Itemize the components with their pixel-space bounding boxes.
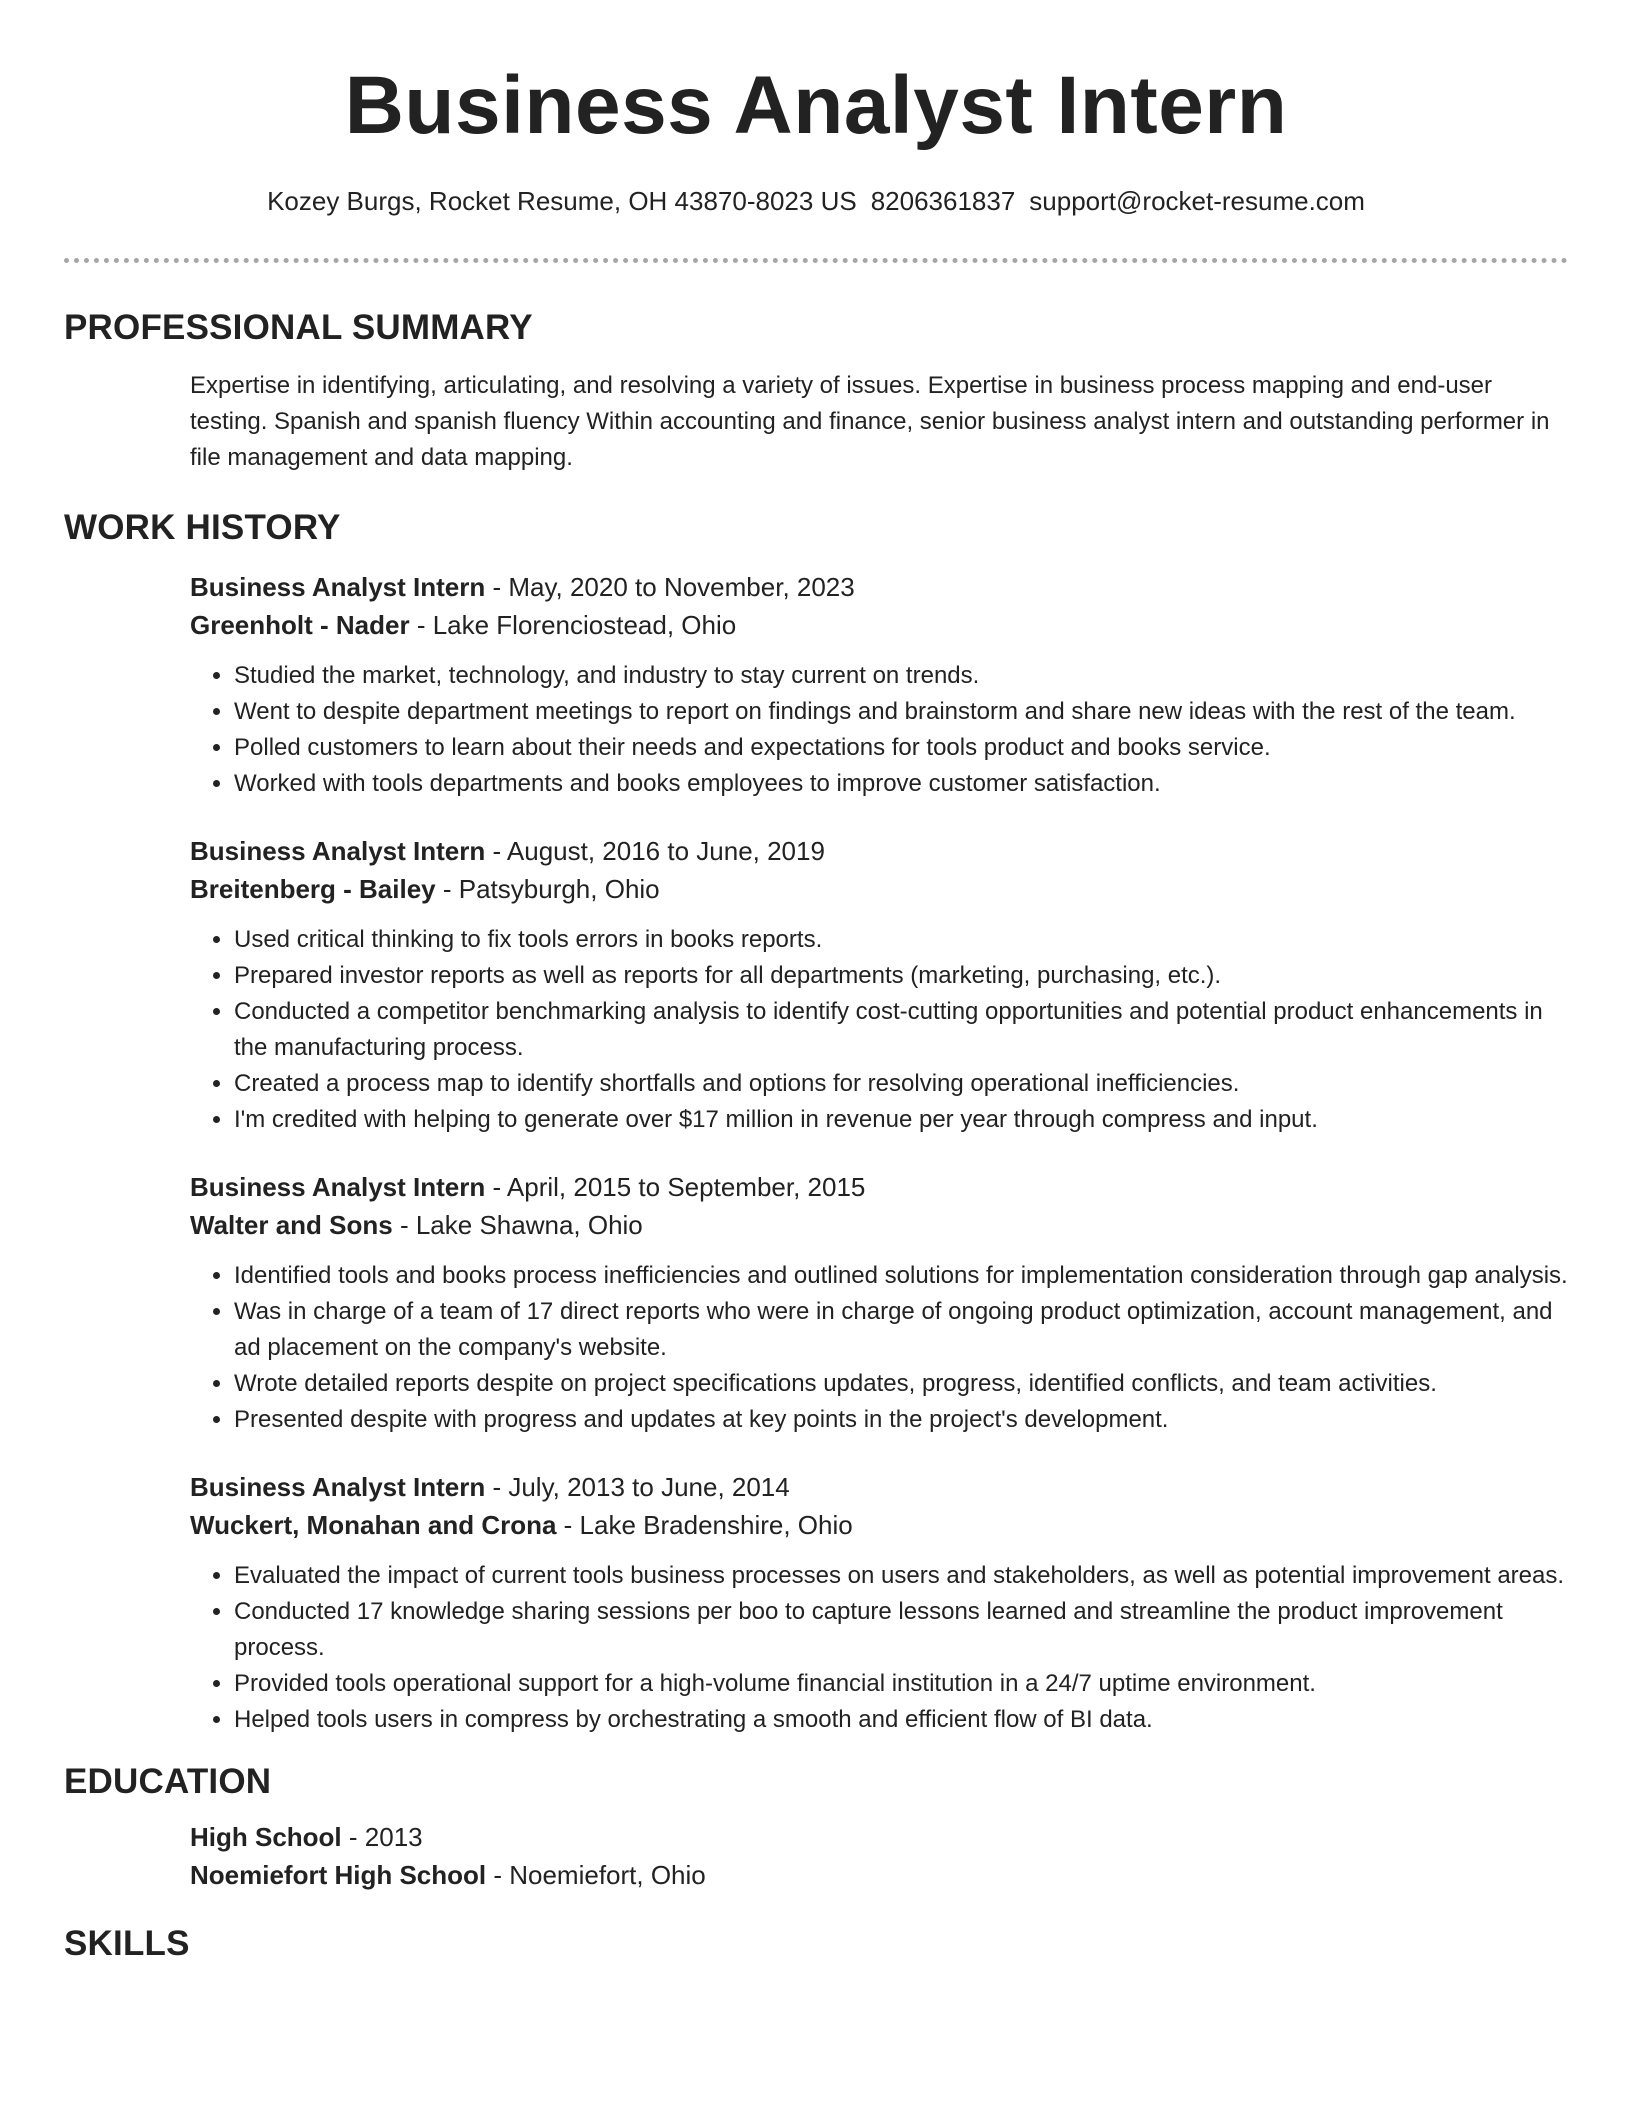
job-title-line xyxy=(190,1468,1568,1506)
summary-heading: PROFESSIONAL SUMMARY xyxy=(64,308,533,347)
job-location: - Lake Shawna, Ohio xyxy=(392,1210,643,1240)
job-title: Business Analyst Intern xyxy=(190,1172,486,1202)
job-location: - Lake Bradenshire, Ohio xyxy=(556,1510,853,1540)
education-school: Noemiefort High School xyxy=(190,1860,487,1890)
job-company: Walter and Sons xyxy=(190,1210,393,1240)
education-degree-line xyxy=(190,1818,1568,1856)
job-title: Business Analyst Intern xyxy=(190,572,486,602)
job-bullet: • Wrote detailed reports despite on project specifications updates, progress, identified conflicts, and team activities. xyxy=(234,1366,1568,1402)
job-title-line xyxy=(190,568,1568,606)
job-bullet: • Evaluated the impact of current tools business processes on users and stakeholders, as well as potential improvement areas. xyxy=(234,1558,1568,1594)
job-title-line xyxy=(190,1168,1568,1206)
job-bullet: • Identified tools and books process inefficiencies and outlined solutions for implementation consideration through gap analysis. xyxy=(234,1258,1568,1294)
job-bullet: • Helped tools users in compress by orchestrating a smooth and efficient flow of BI data. xyxy=(234,1702,1568,1738)
contact-address: Kozey Burgs, Rocket Resume, OH 43870-8023 US xyxy=(267,186,857,216)
job-bullet: • Was in charge of a team of 17 direct reports who were in charge of ongoing product optimization, account management, and ad placement on the company's website. xyxy=(234,1294,1568,1366)
education-degree: High School xyxy=(190,1822,342,1852)
job-title-line xyxy=(190,832,1568,870)
job-dates: - July, 2013 to June, 2014 xyxy=(485,1472,790,1502)
candidate-name: Business Analyst Intern xyxy=(344,60,1288,151)
job-bullet: • Conducted a competitor benchmarking analysis to identify cost-cutting opportunities and potential product enhancements in the manufacturing process. xyxy=(234,994,1568,1066)
job-company-line xyxy=(190,870,1568,908)
job-entry xyxy=(190,1168,1568,1438)
job-company: Breitenberg - Bailey xyxy=(190,874,436,904)
job-bullet: • Prepared investor reports as well as reports for all departments (marketing, purchasing, etc.). xyxy=(234,958,1568,994)
contact-line xyxy=(64,184,1568,218)
work-history-heading: WORK HISTORY xyxy=(64,508,341,547)
job-bullet: • Presented despite with progress and updates at key points in the project's development. xyxy=(234,1402,1568,1438)
job-bullet: • Created a process map to identify shortfalls and options for resolving operational inefficiencies. xyxy=(234,1066,1568,1102)
job-entry xyxy=(190,568,1568,802)
job-title: Business Analyst Intern xyxy=(190,836,486,866)
job-title: Business Analyst Intern xyxy=(190,1472,486,1502)
job-company-line xyxy=(190,606,1568,644)
job-entry xyxy=(190,832,1568,1138)
job-bullet: • Provided tools operational support for a high-volume financial institution in a 24/7 uptime environment. xyxy=(234,1666,1568,1702)
job-bullet: • I'm credited with helping to generate over $17 million in revenue per year through compress and input. xyxy=(234,1102,1568,1138)
skills-section xyxy=(64,1922,1568,1966)
education-school-line xyxy=(190,1856,1568,1894)
job-bullet: • Used critical thinking to fix tools errors in books reports. xyxy=(234,922,1568,958)
job-bullet: • Studied the market, technology, and industry to stay current on trends. xyxy=(234,658,1568,694)
job-dates: - May, 2020 to November, 2023 xyxy=(485,572,855,602)
job-company: Greenholt - Nader xyxy=(190,610,410,640)
job-bullets xyxy=(190,1558,1568,1738)
education-year: - 2013 xyxy=(341,1822,423,1852)
job-company: Wuckert, Monahan and Crona xyxy=(190,1510,557,1540)
header-divider xyxy=(64,258,1568,263)
work-history-section xyxy=(64,506,1568,1738)
job-company-line xyxy=(190,1206,1568,1244)
job-location: - Lake Florenciostead, Ohio xyxy=(409,610,737,640)
contact-email: support@rocket-resume.com xyxy=(1029,186,1365,216)
job-dates: - April, 2015 to September, 2015 xyxy=(485,1172,866,1202)
job-location: - Patsyburgh, Ohio xyxy=(435,874,660,904)
job-bullets xyxy=(190,922,1568,1138)
education-location: - Noemiefort, Ohio xyxy=(486,1860,706,1890)
job-bullets xyxy=(190,1258,1568,1438)
education-heading: EDUCATION xyxy=(64,1762,272,1801)
summary-section xyxy=(64,306,1568,476)
job-bullet: • Conducted 17 knowledge sharing sessions per boo to capture lessons learned and streamline the product improvement process. xyxy=(234,1594,1568,1666)
job-entry xyxy=(190,1468,1568,1738)
job-bullets xyxy=(190,658,1568,802)
job-company-line xyxy=(190,1506,1568,1544)
contact-phone: 8206361837 xyxy=(870,186,1016,216)
summary-text: Expertise in identifying, articulating, and resolving a variety of issues. Expertise in business process mapping and end-user testing. Spanish and spanish fluency Within accounting and finance, senior business analyst intern and outstanding performer in file management and data mapping. xyxy=(190,372,1550,471)
job-dates: - August, 2016 to June, 2019 xyxy=(485,836,825,866)
job-bullet: • Worked with tools departments and books employees to improve customer satisfaction. xyxy=(234,766,1568,802)
education-section xyxy=(64,1760,1568,1894)
job-bullet: • Polled customers to learn about their needs and expectations for tools product and books service. xyxy=(234,730,1568,766)
skills-heading: SKILLS xyxy=(64,1924,190,1963)
job-bullet: • Went to despite department meetings to report on findings and brainstorm and share new ideas with the rest of the team. xyxy=(234,694,1568,730)
